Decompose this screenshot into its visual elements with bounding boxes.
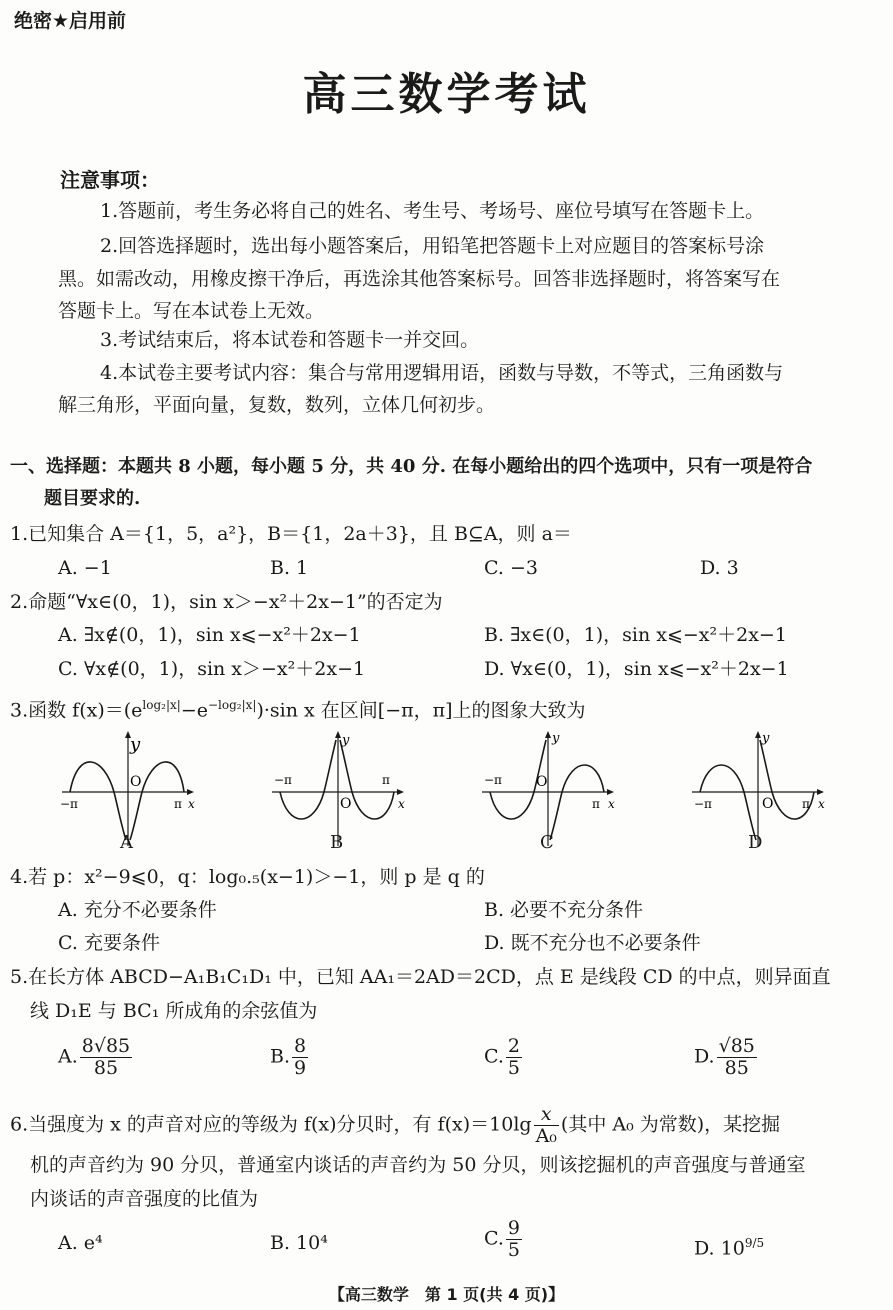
notice-item: 3.考试结束后，将本试卷和答题卡一并交回。 — [100, 329, 480, 351]
question-6-line3: 内谈话的声音强度的比值为 — [30, 1188, 259, 1210]
q4-option-c: C. 充要条件 — [58, 932, 160, 954]
notice-item: 解三角形，平面向量，复数，数列，立体几何初步。 — [58, 394, 496, 416]
svg-text:π: π — [382, 773, 390, 787]
section-heading: 一、选择题：本题共 8 小题，每小题 5 分，共 40 分. 在每小题给出的四个选项中，只有一项是符合 — [10, 456, 813, 477]
svg-text:x: x — [398, 797, 405, 811]
notice-item: 4.本试卷主要考试内容：集合与常用逻辑用语，函数与导数，不等式，三角函数与 — [100, 362, 784, 384]
section-heading-cont: 题目要求的. — [44, 488, 141, 509]
svg-text:−π: −π — [484, 773, 502, 787]
question-3-stem: 3.函数 $f(x)=(e^{log_2|x|}-e^{-log_2|x|})\cdot\sin$ x 在区间[−π，π]上的图象大致为 — [10, 698, 586, 722]
svg-text:O: O — [536, 774, 548, 790]
question-6-line1: 6.当强度为 x 的声音对应的等级为 f(x)分贝时，有 f(x)＝10lg $\frac{x}{\text{A₀}}$ (其中 A₀ 为常数)，某挖掘 — [10, 1103, 781, 1147]
q1-option-c: C. −3 — [484, 557, 538, 579]
graph-b-label: B — [330, 832, 344, 853]
svg-text:π: π — [592, 797, 600, 811]
svg-text:y: y — [130, 734, 141, 755]
notice-item: 1.答题前，考生务必将自己的姓名、考生号、考场号、座位号填写在答题卡上。 — [100, 200, 765, 222]
notice-item: 答题卡上。写在本试卷上无效。 — [58, 300, 325, 322]
q1-option-a: A. −1 — [58, 557, 112, 579]
svg-text:O: O — [762, 796, 774, 812]
graph-a-label: A — [120, 832, 133, 853]
question-2-stem: 2.命题“∀x∈(0，1)，sin x＞−x²＋2x−1”的否定为 — [10, 591, 443, 613]
q2-option-c: C. ∀x∉(0，1)，sin x＞−x²＋2x−1 — [58, 658, 366, 680]
q4-option-a: A. 充分不必要条件 — [58, 899, 217, 921]
q6-option-d: D. $10^{9/5}$ — [694, 1236, 765, 1260]
question-1-stem: 1.已知集合 A＝{1，5，a²}，B＝{1，2a＋3}，且 B⊆A，则 a＝ — [10, 523, 572, 545]
question-5-line1: 5.在长方体 ABCD−A₁B₁C₁D₁ 中，已知 AA₁＝2AD＝2CD，点 E 是线段 CD 的中点，则异面直 — [10, 966, 831, 988]
q2-option-d: D. ∀x∈(0，1)，sin x⩽−x²＋2x−1 — [484, 658, 789, 680]
svg-text:π: π — [174, 797, 182, 811]
svg-text:−π: −π — [274, 773, 292, 787]
question-6-line2: 机的声音约为 90 分贝，普通室内谈话的声音约为 50 分贝，则该挖掘机的声音强度与普通室 — [30, 1154, 806, 1176]
svg-text:π: π — [802, 797, 810, 811]
svg-text:−π: −π — [60, 797, 78, 811]
q5-option-a: A. $\frac{8√85}{85}$ — [58, 1035, 131, 1079]
svg-text:O: O — [340, 796, 352, 812]
page-footer: 【高三数学 第 1 页(共 4 页)】 — [328, 1285, 565, 1304]
exam-title: 高三数学考试 — [302, 69, 591, 120]
svg-text:−π: −π — [694, 797, 712, 811]
q5-option-c: C. $\frac{2}{5}$ — [484, 1035, 520, 1079]
q4-option-d: D. 既不充分也不必要条件 — [484, 932, 701, 954]
q6-option-b: B. 10⁴ — [270, 1232, 328, 1254]
q1-option-b: B. 1 — [270, 557, 309, 579]
q4-option-b: B. 必要不充分条件 — [484, 899, 644, 921]
question-5-line2: 线 D₁E 与 BC₁ 所成角的余弦值为 — [30, 1000, 318, 1022]
svg-text:x: x — [608, 797, 615, 811]
notice-item: 黑。如需改动，用橡皮擦干净后，再选涂其他答案标号。回答非选择题时，将答案写在 — [58, 268, 781, 290]
q5-option-d: D. $\frac{√85}{85}$ — [694, 1035, 755, 1079]
q5-option-b: B. $\frac{8}{9}$ — [270, 1035, 307, 1079]
graph-c-label: C — [540, 832, 554, 853]
q2-option-b: B. ∃x∈(0，1)，sin x⩽−x²＋2x−1 — [484, 624, 787, 646]
notice-item: 2.回答选择题时，选出每小题答案后，用铅笔把答题卡上对应题目的答案标号涂 — [100, 235, 765, 257]
q1-option-d: D. 3 — [700, 557, 739, 579]
svg-text:y: y — [342, 733, 350, 748]
confidential-label: 绝密★启用前 — [14, 10, 127, 32]
notice-heading: 注意事项： — [60, 168, 160, 192]
question-4-stem: 4.若 p：x²−9⩽0，q：log₀.₅(x−1)＞−1，则 p 是 q 的 — [10, 866, 485, 888]
graph-d-label: D — [748, 832, 763, 853]
q6-option-c: C. $\frac{9}{5}$ — [484, 1217, 520, 1261]
q2-option-a: A. ∃x∉(0，1)，sin x⩽−x²＋2x−1 — [58, 624, 361, 646]
svg-text:y: y — [552, 731, 560, 746]
svg-text:y: y — [762, 731, 770, 746]
svg-text:O: O — [130, 774, 142, 790]
svg-text:x: x — [818, 797, 825, 811]
q6-option-a: A. e⁴ — [58, 1232, 103, 1254]
svg-text:x: x — [188, 797, 195, 811]
